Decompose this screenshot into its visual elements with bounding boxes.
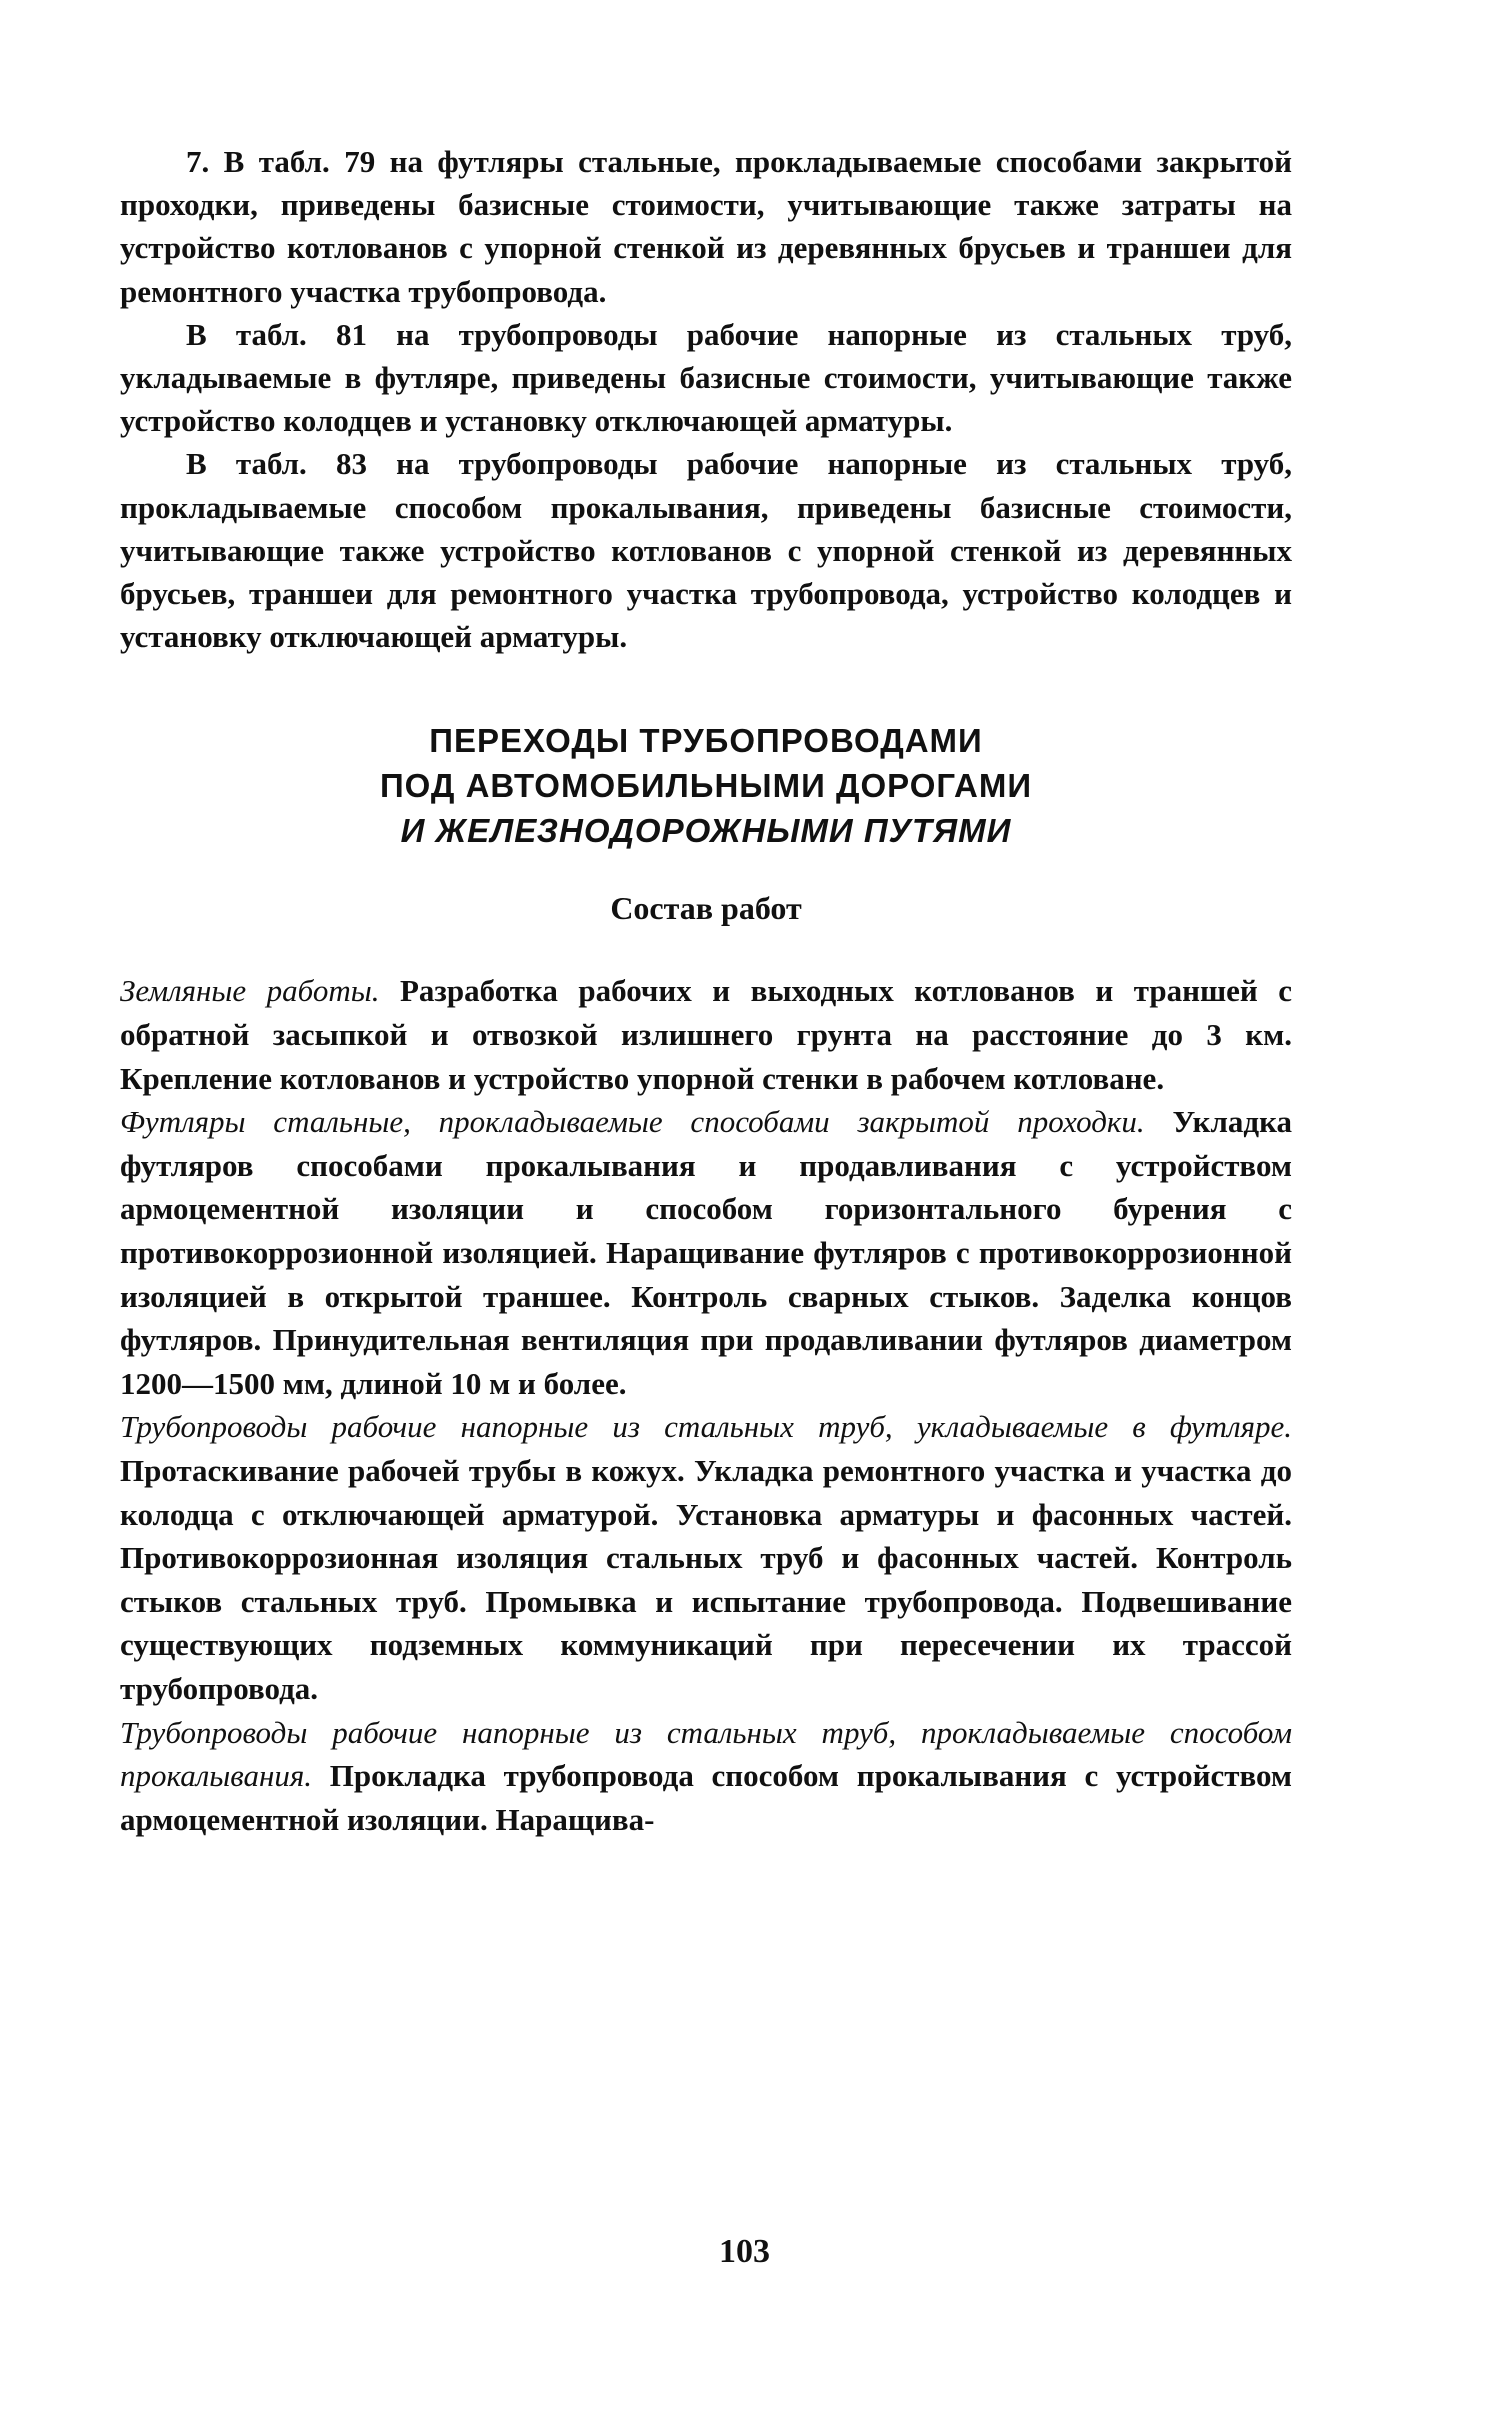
paragraph-1-text: 7. В табл. 79 на футляры стальные, прокладываемые способами закрытой проходки, приведены базисные стоимости, учитывающие также затраты на устройство котлованов с упорной стенкой из деревянных брусьев и траншеи для ремонтного участка трубопровода. xyxy=(120,144,1292,309)
work-item-pipelines-piercing-text: Прокладка трубопровода способом прокалывания с устройством армоцементной изоляции. Наращива- xyxy=(120,1758,1292,1837)
work-item-earthworks xyxy=(120,969,1292,1100)
work-item-casings xyxy=(120,1100,1292,1405)
work-item-pipelines-in-casing-lead: Трубопроводы рабочие напорные из стальных труб, укладываемые в футляре. xyxy=(120,1409,1292,1445)
work-item-pipelines-piercing xyxy=(120,1711,1292,1842)
work-item-casings-text: Укладка футляров способами прокалывания и продавливания с устройством армоцементной изоляции и способом горизонтального бурения с противокоррозионной изоляцией. Наращивание футляров с противокоррозионной изоляцией в открытой траншее. Контроль сварных стыков. Заделка концов футляров. Принудительная вентиляция при продавливании футляров диаметром 1200—1500 мм, длиной 10 м и более. xyxy=(120,1104,1292,1401)
paragraph-2-text: В табл. 81 на трубопроводы рабочие напорные из стальных труб, укладываемые в футляре, приведены базисные стоимости, учитывающие также устройство колодцев и установку отключающей арматуры. xyxy=(120,316,1292,439)
section-title-line-3: И ЖЕЛЕЗНОДОРОЖНЫМИ ПУТЯМИ xyxy=(400,812,1012,850)
paragraph-1 xyxy=(120,140,1292,313)
section-title-line-1: ПЕРЕХОДЫ ТРУБОПРОВОДАМИ xyxy=(429,722,983,760)
work-item-casings-lead: Футляры стальные, прокладываемые способами закрытой проходки. xyxy=(120,1104,1145,1140)
section-subtitle: Состав работ xyxy=(610,890,802,927)
page-body xyxy=(120,140,1292,1841)
work-item-pipelines-piercing-lead: Трубопроводы рабочие напорные из стальных труб, прокладываемые способом прокалывания. xyxy=(120,1714,1292,1794)
page-number: 103 xyxy=(719,2233,770,2270)
paragraph-2 xyxy=(120,313,1292,443)
work-item-pipelines-in-casing-text: Протаскивание рабочей трубы в кожух. Укладка ремонтного участка и участка до колодца с отключающей арматурой. Установка арматуры и фасонных частей. Противокоррозионная изоляция стальных труб и фасонных частей. Контроль стыков стальных труб. Промывка и испытание трубопровода. Подвешивание существующих подземных коммуникаций при пересечении их трассой трубопровода. xyxy=(120,1452,1292,1706)
section-title xyxy=(120,718,1292,853)
work-item-earthworks-lead: Земляные работы. xyxy=(120,973,380,1009)
paragraph-3 xyxy=(120,442,1292,658)
work-item-pipelines-in-casing xyxy=(120,1405,1292,1710)
paragraph-3-text: В табл. 83 на трубопроводы рабочие напорные из стальных труб, прокладываемые способом прокалывания, приведены базисные стоимости, учитывающие также устройство котлованов с упорной стенкой из деревянных брусьев, траншеи для ремонтного участка трубопровода, устройство колодцев и установку отключающей арматуры. xyxy=(120,446,1292,655)
work-item-earthworks-text: Разработка рабочих и выходных котлованов и траншей с обратной засыпкой и отвозкой излишнего грунта на расстояние до 3 км. Крепление котлованов и устройство упорной стенки в рабочем котловане. xyxy=(120,973,1292,1096)
section-title-line-2: ПОД АВТОМОБИЛЬНЫМИ ДОРОГАМИ xyxy=(379,767,1033,805)
